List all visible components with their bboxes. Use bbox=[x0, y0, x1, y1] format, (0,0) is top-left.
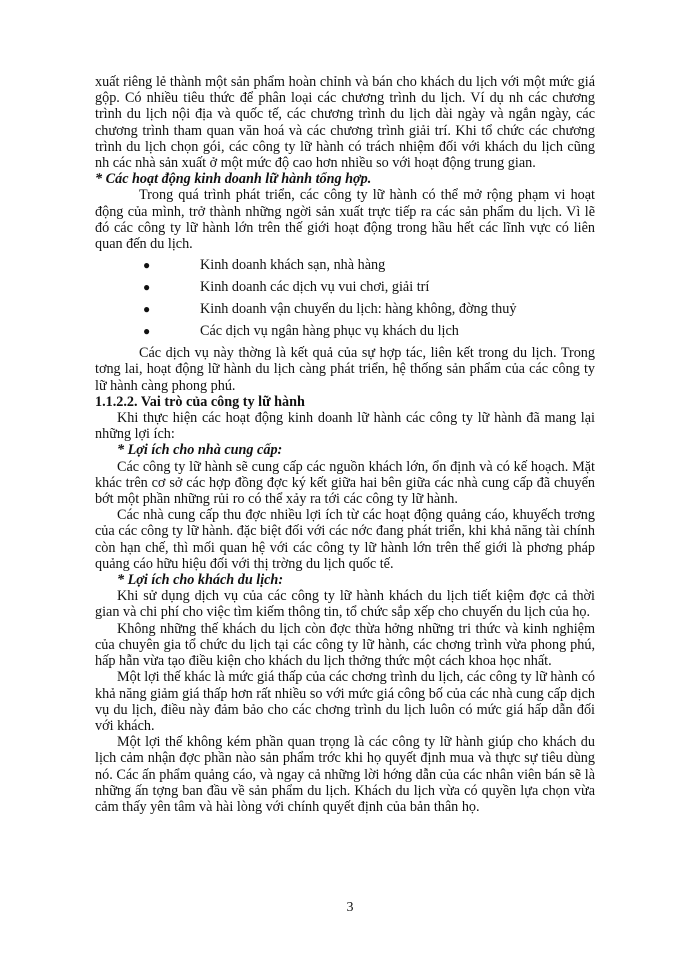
paragraph-dich-vu: Các dịch vụ này thờng là kết quả của sự hợp tác, liên kết trong du lịch. Trong tơng lai, hoạt động lữ hành du lịch càng phát triển, hệ thống sản phẩm của các công ty lữ hành càng phong phú. bbox=[95, 345, 595, 394]
list-item-text: Kinh doanh các dịch vụ vui chơi, giải trí bbox=[200, 279, 430, 296]
paragraph-khach-3: Một lợi thế khác là mức giá thấp của các chơng trình du lịch, các công ty lữ hành có khả năng giảm giá thấp hơn rất nhiều so với mức giá công bố của các nhà cung cấp dịch vụ du lịch, điều này đảm bảo cho các chơng trình du lịch luôn có mức giá hấp dẫn đối với khách. bbox=[95, 669, 595, 734]
heading-tong-hop: * Các hoạt động kinh doanh lữ hành tổng hợp. bbox=[95, 171, 372, 188]
heading-vai-tro: 1.1.2.2. Vai trò của công ty lữ hành bbox=[95, 393, 305, 410]
list-item bbox=[95, 276, 595, 298]
paragraph-khach-2: Không những thế khách du lịch còn đợc thừa hởng những tri thức và kinh nghiệm của chuyên gia tổ chức du lịch tại các công ty lữ hành, các chơng trình vừa phong phú, hấp hẫn vừa tạo điều kiện cho khách du lịch thởng thức một cách khoa học nhất. bbox=[95, 620, 595, 670]
list-item bbox=[95, 254, 595, 276]
list-item bbox=[95, 298, 595, 320]
bullet-list bbox=[95, 254, 595, 342]
heading-nha-cung-cap: * Lợi ích cho nhà cung cấp: bbox=[117, 442, 283, 459]
page-number: 3 bbox=[346, 900, 354, 915]
paragraph-nha-cung-cap-2: Các nhà cung cấp thu đợc nhiều lợi ích từ các hoạt động quảng cáo, khuyếch trơng của các công ty lữ hành. đặc biệt đối với các nớc đang phát triển, khi khả năng tài chính còn hạn chế, thì mối quan hệ với các công ty lữ hành lớn trên thế giới là phơng pháp quảng cáo hữu hiệu đối với thị trờng du lịch quốc tế. bbox=[95, 507, 595, 572]
paragraph-tong-hop: Trong quá trình phát triển, các công ty lữ hành có thể mở rộng phạm vi hoạt động của mình, trở thành những ngời sản xuất trực tiếp ra các sản phẩm du lịch. Vì lẽ đó các công ty lữ hành lớn trên thế giới hoạt động trong hầu hết các lĩnh vực có liên quan đến du lịch. bbox=[95, 187, 595, 253]
bullet-icon: ● bbox=[143, 258, 151, 273]
list-item bbox=[95, 320, 595, 342]
list-item-text: Kinh doanh khách sạn, nhà hàng bbox=[200, 257, 386, 274]
bullet-icon: ● bbox=[143, 302, 151, 317]
paragraph-khach-4: Một lợi thế không kém phần quan trọng là các công ty lữ hành giúp cho khách du lịch cảm nhận đợc phần nào sản phẩm trớc khi họ quyết định mua và thực sự tiêu dùng nó. Các ấn phẩm quảng cáo, và ngay cả những lời hớng dẫn của các nhân viên bán sẽ là những ấn tợng ban đầu về sản phẩm du lịch. Khách du lịch vừa có quyền lựa chọn vừa cảm thấy yên tâm và hài lòng với chính quyết định của bản thân họ. bbox=[95, 734, 595, 815]
list-item-text: Các dịch vụ ngân hàng phục vụ khách du lịch bbox=[200, 323, 459, 340]
paragraph-nha-cung-cap-1: Các công ty lữ hành sẽ cung cấp các nguồn khách lớn, ổn định và có kế hoạch. Mặt khác trên cơ sở các hợp đồng đợc ký kết giữa hai bên giữa các nhà cung cấp đã chuyển bớt một phần những rủi ro có thể xảy ra tới các công ty lữ hành. bbox=[95, 458, 595, 508]
paragraph-intro: xuất riêng lẻ thành một sản phẩm hoàn chỉnh và bán cho khách du lịch với một mức giá gộp. Có nhiều tiêu thức để phân loại các chương trình du lịch. Ví dụ nh các chương trình du lịch nội địa và quốc tế, các chương trình du lịch dài ngày và ngắn ngày, các chương trình tham quan văn hoá và các chương trình giải trí. Khi tổ chức các chương trình du lịch chọn gói, các công ty lữ hành có trách nhiệm đối với khách du lịch cũng nh các nhà sản xuất ở một mức độ cao hơn nhiều so với hoạt động trung gian. bbox=[95, 74, 595, 172]
list-item-text: Kinh doanh vận chuyển du lịch: hàng không, đờng thuỷ bbox=[200, 301, 517, 318]
bullet-icon: ● bbox=[143, 280, 151, 295]
paragraph-khach-1: Khi sử dụng dịch vụ của các công ty lữ hành khách du lịch tiết kiệm đợc cả thời gian và chi phí cho việc tìm kiếm thông tin, tổ chức sắp xếp cho chuyến du lịch của họ. bbox=[95, 588, 595, 621]
document-page bbox=[95, 74, 595, 815]
paragraph-loi-ich-intro: Khi thực hiện các hoạt động kinh doanh lữ hành các công ty lữ hành đã mang lại những lợi ích: bbox=[95, 410, 595, 443]
heading-khach-du-lich: * Lợi ích cho khách du lịch: bbox=[117, 572, 284, 589]
bullet-icon: ● bbox=[143, 324, 151, 339]
